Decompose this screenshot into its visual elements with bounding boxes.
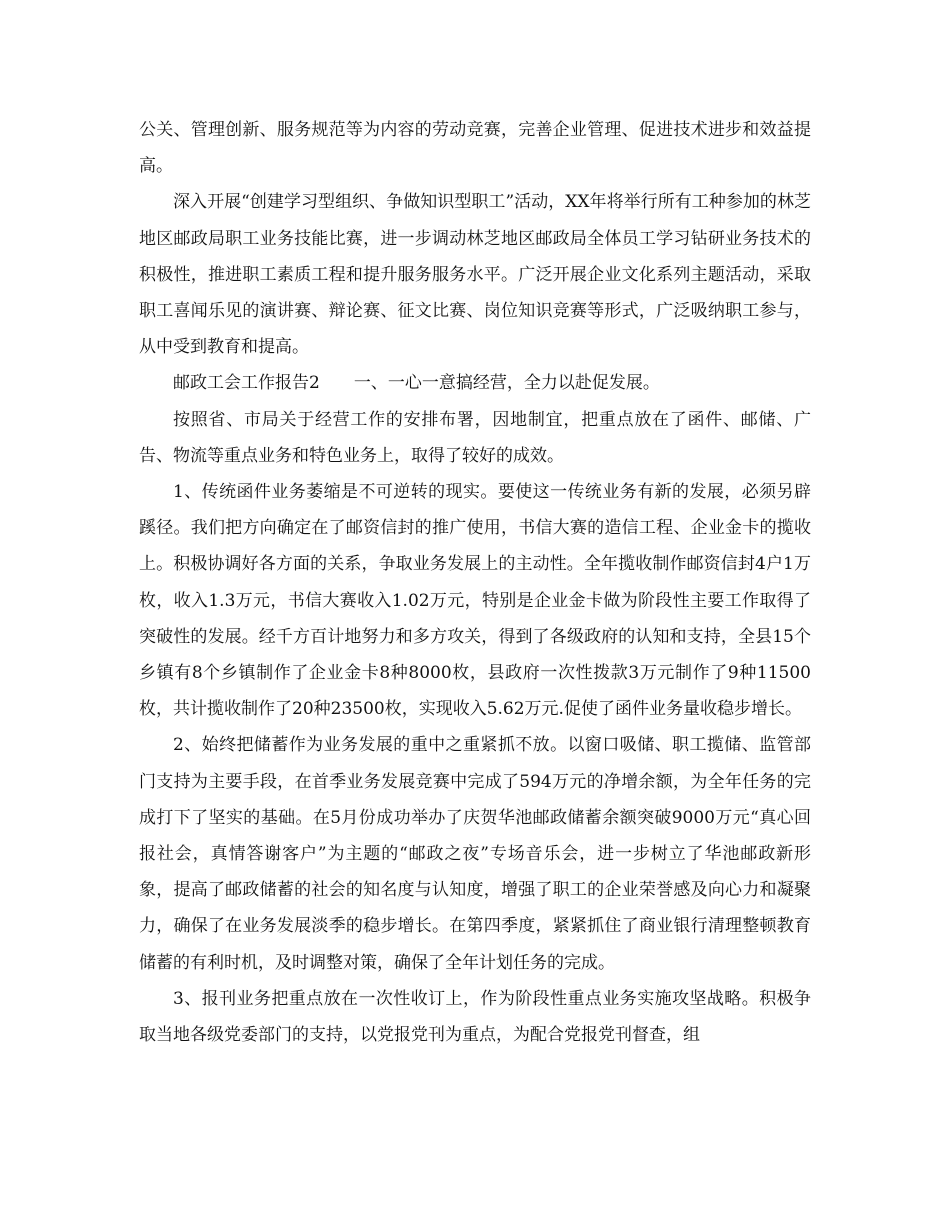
paragraph-6: 3、报刊业务把重点放在一次性收订上，作为阶段性重点业务实施攻坚战略。积极争取当地各级党委部门的支持，以党报党刊为重点，为配合党报党刊督查，组 xyxy=(139,988,811,1046)
section-heading-title: 邮政工会工作报告2 xyxy=(173,373,320,394)
paragraph-1: 公关、管理创新、服务规范等为内容的劳动竞赛，完善企业管理、促进技术进步和效益提高。 xyxy=(139,120,811,177)
paragraph-4: 1、传统函件业务萎缩是不可逆转的现实。要使这一传统业务有新的发展，必须另辟蹊径。我们把方向确定在了邮资信封的推广使用，书信大赛的造信工程、企业金卡的揽收上。积极协调好各方面的关系，争取业务发展上的主动性。全年揽收制作邮资信封4户1万枚，收入1.3万元，书信大赛收入1.02万元，特别是企业金卡做为阶段性主要工作取得了突破性的发展。经千方百计地努力和多方攻关，得到了各级政府的认知和支持，全县15个乡镇有8个乡镇制作了企业金卡8种8000枚，县政府一次性拨款3万元制作了9种11500枚，共计揽收制作了20种23500枚，实现收入5.62万元.促使了函件业务量收稳步增长。 xyxy=(139,482,811,720)
section-heading xyxy=(139,365,811,401)
document-body xyxy=(139,112,811,1053)
paragraph-2: 深入开展“创建学习型组织、争做知识型职工”活动，XX年将举行所有工种参加的林芝地区邮政局职工业务技能比赛，进一步调动林芝地区邮政局全体员工学习钻研业务技术的积极性，推进职工素质工程和提升服务服务水平。广泛开展企业文化系列主题活动，采取职工喜闻乐见的演讲赛、辩论赛、征文比赛、岗位知识竞赛等形式，广泛吸纳职工参与，从中受到教育和提高。 xyxy=(139,192,811,358)
section-heading-subtitle: 一、一心一意搞经营，全力以赴促发展。 xyxy=(353,373,660,394)
paragraph-5: 2、始终把储蓄作为业务发展的重中之重紧抓不放。以窗口吸储、职工揽储、监管部门支持为主要手段，在首季业务发展竞赛中完成了594万元的净增余额，为全年任务的完成打下了坚实的基础。在5月份成功举办了庆贺华池邮政储蓄余额突破9000万元“真心回报社会，真情答谢客户”为主题的“邮政之夜”专场音乐会，进一步树立了华池邮政新形象，提高了邮政储蓄的社会的知名度与认知度，增强了职工的企业荣誉感及向心力和凝聚力，确保了在业务发展淡季的稳步增长。在第四季度，紧紧抓住了商业银行清理整顿教育储蓄的有利时机，及时调整对策，确保了全年计划任务的完成。 xyxy=(139,735,811,973)
paragraph-3: 按照省、市局关于经营工作的安排布署，因地制宜，把重点放在了函件、邮储、广告、物流等重点业务和特色业务上，取得了较好的成效。 xyxy=(139,409,811,466)
